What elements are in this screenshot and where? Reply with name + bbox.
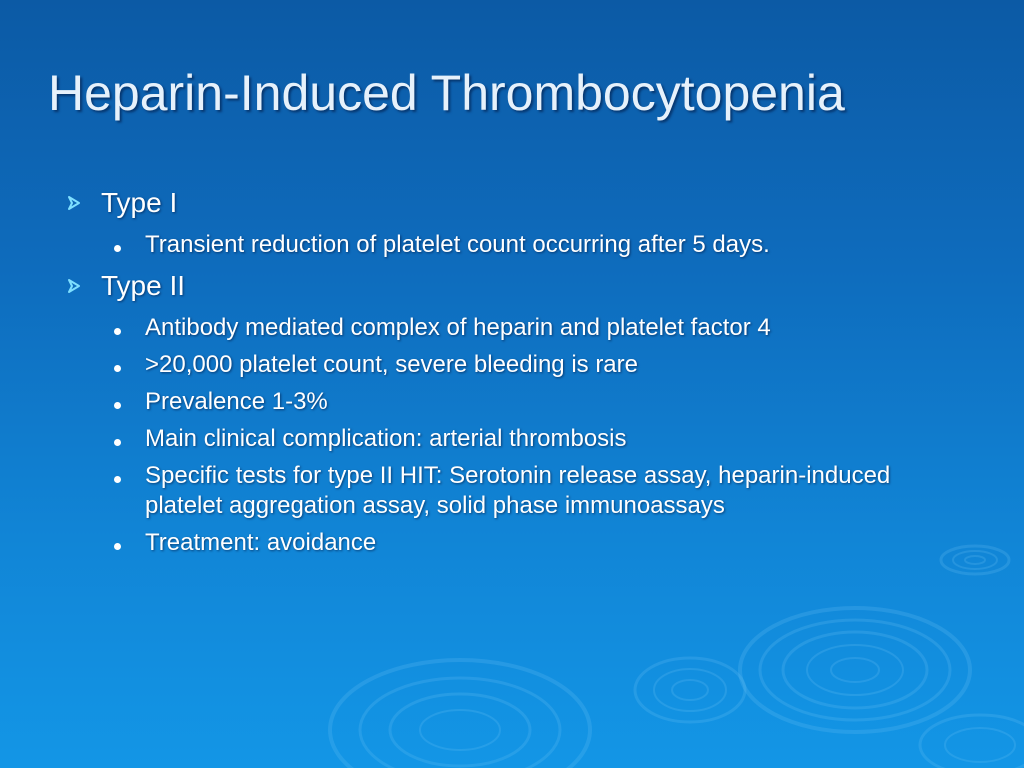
- section-type-2: [66, 267, 966, 305]
- slide-title: Heparin-Induced Thrombocytopenia: [48, 65, 845, 121]
- bullet-item: [111, 461, 966, 521]
- bullet-text: Treatment: avoidance: [145, 529, 377, 556]
- arrow-bullet-icon: [66, 195, 82, 211]
- bullet-text: Antibody mediated complex of heparin and platelet factor 4: [145, 314, 771, 341]
- section-heading: Type I: [101, 187, 178, 218]
- dot-bullet-icon: [114, 439, 121, 446]
- arrow-bullet-icon: [66, 278, 82, 294]
- bullet-item: [111, 528, 966, 558]
- bullet-text: Transient reduction of platelet count occurring after 5 days.: [145, 231, 770, 258]
- section-heading: Type II: [101, 270, 186, 301]
- bullet-item: [111, 350, 966, 380]
- bullet-item: [111, 313, 966, 343]
- bullet-item: [111, 424, 966, 454]
- dot-bullet-icon: [114, 476, 121, 483]
- dot-bullet-icon: [114, 328, 121, 335]
- dot-bullet-icon: [114, 245, 121, 252]
- bullet-list: [66, 230, 966, 260]
- bullet-item: [111, 230, 966, 260]
- dot-bullet-icon: [114, 365, 121, 372]
- bullet-text: Prevalence 1-3%: [145, 388, 328, 415]
- bullet-list: [66, 313, 966, 558]
- bullet-text: Specific tests for type II HIT: Serotonin release assay, heparin-induced platelet aggregation assay, solid phase immunoassays: [145, 462, 891, 519]
- bullet-item: [111, 387, 966, 417]
- section-type-1: [66, 184, 966, 222]
- dot-bullet-icon: [114, 543, 121, 550]
- slide-body: [66, 184, 966, 565]
- bullet-text: Main clinical complication: arterial thrombosis: [145, 425, 627, 452]
- dot-bullet-icon: [114, 402, 121, 409]
- bullet-text: >20,000 platelet count, severe bleeding is rare: [145, 351, 638, 378]
